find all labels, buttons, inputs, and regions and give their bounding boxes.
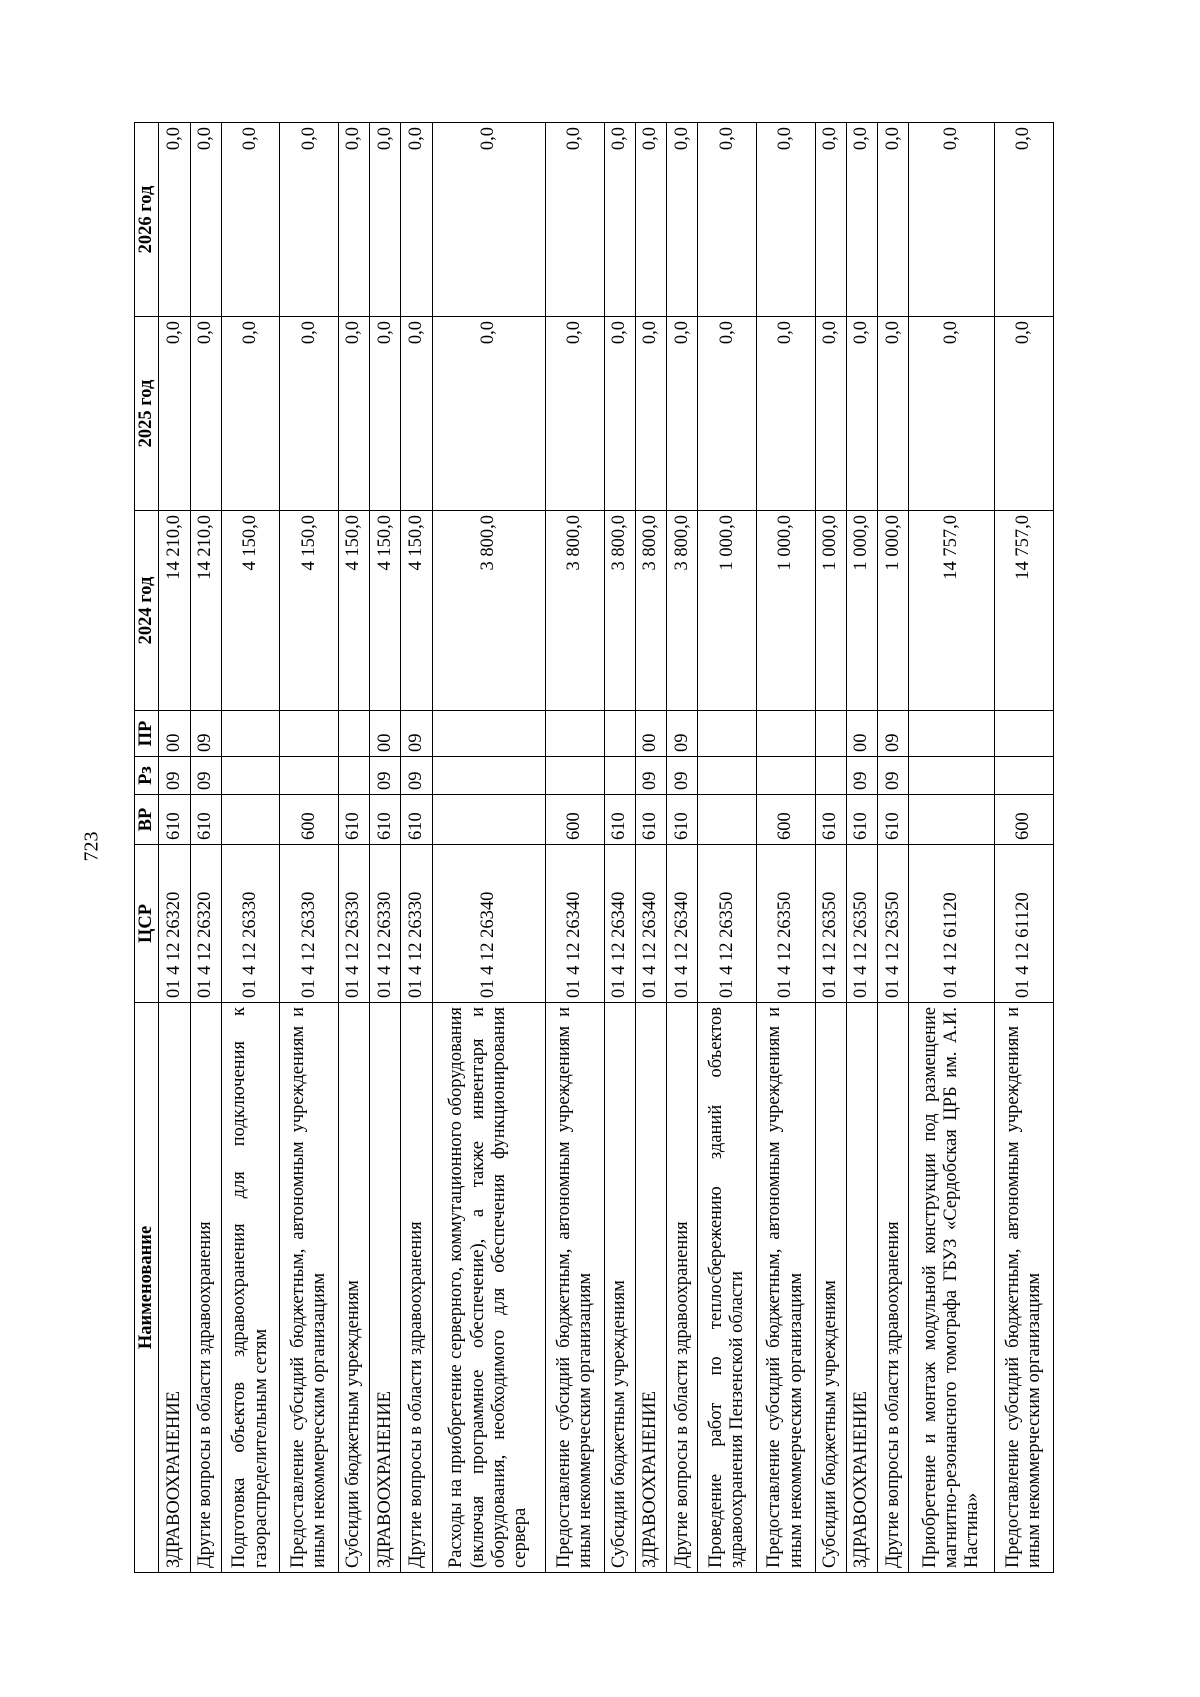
cell-rz: 09 <box>401 757 432 795</box>
cell-vr: 600 <box>756 795 815 845</box>
table-row <box>878 123 909 1573</box>
cell-2025: 0,0 <box>401 317 432 511</box>
cell-rz <box>815 757 846 795</box>
cell-vr <box>698 795 757 845</box>
table-row <box>546 123 605 1573</box>
table-row <box>667 123 698 1573</box>
table-row <box>815 123 846 1573</box>
table-header-row <box>135 123 159 1573</box>
cell-2026: 0,0 <box>667 123 698 317</box>
cell-pr <box>756 711 815 757</box>
cell-name: Предоставление субсидий бюджетным, автономным учреждениям и иным некоммерческим организациям <box>546 1003 605 1573</box>
cell-name: Предоставление субсидий бюджетным, автономным учреждениям и иным некоммерческим организациям <box>995 1003 1054 1573</box>
cell-2025: 0,0 <box>159 317 190 511</box>
budget-table <box>134 122 1054 1573</box>
cell-2026: 0,0 <box>635 123 666 317</box>
cell-vr: 610 <box>159 795 190 845</box>
cell-pr <box>698 711 757 757</box>
cell-vr: 610 <box>338 795 369 845</box>
cell-csr: 01 4 12 26350 <box>756 845 815 1003</box>
table-row <box>756 123 815 1573</box>
cell-2024: 4 150,0 <box>338 511 369 711</box>
cell-2024: 4 150,0 <box>221 511 280 711</box>
cell-2025: 0,0 <box>878 317 909 511</box>
cell-vr <box>432 795 545 845</box>
cell-2026: 0,0 <box>756 123 815 317</box>
cell-csr: 01 4 12 61120 <box>995 845 1054 1003</box>
cell-rz: 09 <box>846 757 877 795</box>
cell-2024: 4 150,0 <box>280 511 339 711</box>
cell-2024: 14 210,0 <box>159 511 190 711</box>
cell-pr: 00 <box>846 711 877 757</box>
cell-pr: 09 <box>667 711 698 757</box>
cell-2024: 4 150,0 <box>401 511 432 711</box>
cell-2026: 0,0 <box>815 123 846 317</box>
cell-vr: 610 <box>370 795 401 845</box>
cell-rz <box>995 757 1054 795</box>
cell-rz <box>756 757 815 795</box>
cell-2024: 14 757,0 <box>909 511 995 711</box>
table-row <box>221 123 280 1573</box>
cell-vr: 610 <box>635 795 666 845</box>
cell-2026: 0,0 <box>604 123 635 317</box>
cell-vr: 610 <box>667 795 698 845</box>
cell-csr: 01 4 12 26320 <box>159 845 190 1003</box>
cell-2024: 3 800,0 <box>635 511 666 711</box>
cell-vr: 600 <box>995 795 1054 845</box>
cell-csr: 01 4 12 26340 <box>604 845 635 1003</box>
cell-csr: 01 4 12 26340 <box>546 845 605 1003</box>
cell-rz: 09 <box>190 757 221 795</box>
table-row <box>432 123 545 1573</box>
table-row <box>190 123 221 1573</box>
table-container <box>134 123 1054 1573</box>
cell-csr: 01 4 12 26330 <box>221 845 280 1003</box>
cell-name: Расходы на приобретение серверного, коммутационного оборудования (включая программное обеспечение), а также инвентаря и оборудования, необходимого для обеспечения функционирования сервера <box>432 1003 545 1573</box>
cell-2025: 0,0 <box>667 317 698 511</box>
cell-pr: 09 <box>190 711 221 757</box>
cell-2025: 0,0 <box>995 317 1054 511</box>
cell-csr: 01 4 12 26350 <box>846 845 877 1003</box>
table-row <box>604 123 635 1573</box>
cell-2024: 1 000,0 <box>878 511 909 711</box>
cell-2024: 3 800,0 <box>432 511 545 711</box>
table-row <box>370 123 401 1573</box>
cell-pr <box>815 711 846 757</box>
header-pr: ПР <box>135 711 159 757</box>
cell-rz: 09 <box>878 757 909 795</box>
cell-name: Другие вопросы в области здравоохранения <box>878 1003 909 1573</box>
cell-rz <box>432 757 545 795</box>
cell-vr: 610 <box>846 795 877 845</box>
cell-name: ЗДРАВООХРАНЕНИЕ <box>635 1003 666 1573</box>
cell-2024: 1 000,0 <box>815 511 846 711</box>
cell-vr: 600 <box>280 795 339 845</box>
cell-name: ЗДРАВООХРАНЕНИЕ <box>846 1003 877 1573</box>
cell-name: Предоставление субсидий бюджетным, автономным учреждениям и иным некоммерческим организациям <box>280 1003 339 1573</box>
cell-2024: 3 800,0 <box>667 511 698 711</box>
cell-pr <box>280 711 339 757</box>
cell-csr: 01 4 12 26340 <box>667 845 698 1003</box>
cell-2025: 0,0 <box>432 317 545 511</box>
cell-2024: 4 150,0 <box>370 511 401 711</box>
cell-2025: 0,0 <box>338 317 369 511</box>
table-row <box>635 123 666 1573</box>
cell-vr: 610 <box>878 795 909 845</box>
header-rz: Рз <box>135 757 159 795</box>
cell-rz: 09 <box>635 757 666 795</box>
cell-2026: 0,0 <box>995 123 1054 317</box>
cell-name: Субсидии бюджетным учреждениям <box>815 1003 846 1573</box>
header-2025: 2025 год <box>135 317 159 511</box>
cell-2026: 0,0 <box>909 123 995 317</box>
cell-2024: 1 000,0 <box>698 511 757 711</box>
cell-2024: 1 000,0 <box>846 511 877 711</box>
cell-2025: 0,0 <box>846 317 877 511</box>
cell-2026: 0,0 <box>698 123 757 317</box>
table-row <box>909 123 995 1573</box>
cell-pr <box>909 711 995 757</box>
cell-2024: 3 800,0 <box>604 511 635 711</box>
cell-2026: 0,0 <box>159 123 190 317</box>
cell-2025: 0,0 <box>190 317 221 511</box>
cell-2025: 0,0 <box>698 317 757 511</box>
cell-2026: 0,0 <box>546 123 605 317</box>
cell-pr: 09 <box>878 711 909 757</box>
table-row <box>159 123 190 1573</box>
cell-rz <box>909 757 995 795</box>
cell-csr: 01 4 12 26330 <box>370 845 401 1003</box>
cell-name: Субсидии бюджетным учреждениям <box>604 1003 635 1573</box>
cell-2025: 0,0 <box>815 317 846 511</box>
cell-pr: 09 <box>401 711 432 757</box>
cell-2026: 0,0 <box>190 123 221 317</box>
cell-2026: 0,0 <box>338 123 369 317</box>
cell-csr: 01 4 12 26320 <box>190 845 221 1003</box>
cell-2025: 0,0 <box>546 317 605 511</box>
cell-rz: 09 <box>159 757 190 795</box>
table-row <box>698 123 757 1573</box>
cell-rz <box>280 757 339 795</box>
cell-pr <box>546 711 605 757</box>
cell-2026: 0,0 <box>401 123 432 317</box>
cell-csr: 01 4 12 26340 <box>635 845 666 1003</box>
cell-csr: 01 4 12 61120 <box>909 845 995 1003</box>
cell-name: Другие вопросы в области здравоохранения <box>190 1003 221 1573</box>
cell-name: Субсидии бюджетным учреждениям <box>338 1003 369 1573</box>
cell-rz <box>338 757 369 795</box>
cell-rz <box>698 757 757 795</box>
cell-pr <box>432 711 545 757</box>
cell-2026: 0,0 <box>432 123 545 317</box>
header-2026: 2026 год <box>135 123 159 317</box>
cell-vr: 610 <box>401 795 432 845</box>
header-csr: ЦСР <box>135 845 159 1003</box>
cell-name: Проведение работ по теплосбережению зданий объектов здравоохранения Пензенской области <box>698 1003 757 1573</box>
cell-pr: 00 <box>159 711 190 757</box>
cell-name: Приобретение и монтаж модульной конструкции под размещение магнитно-резонансного томографа ГБУЗ «Сердобская ЦРБ им. А.И. Настина» <box>909 1003 995 1573</box>
cell-2025: 0,0 <box>221 317 280 511</box>
cell-pr <box>995 711 1054 757</box>
cell-name: ЗДРАВООХРАНЕНИЕ <box>159 1003 190 1573</box>
table-body <box>159 123 1054 1573</box>
cell-2025: 0,0 <box>280 317 339 511</box>
cell-2025: 0,0 <box>604 317 635 511</box>
cell-name: Предоставление субсидий бюджетным, автономным учреждениям и иным некоммерческим организациям <box>756 1003 815 1573</box>
cell-2024: 14 757,0 <box>995 511 1054 711</box>
cell-rz <box>546 757 605 795</box>
cell-2024: 1 000,0 <box>756 511 815 711</box>
cell-2026: 0,0 <box>846 123 877 317</box>
cell-csr: 01 4 12 26350 <box>878 845 909 1003</box>
header-name: Наименование <box>135 1003 159 1573</box>
cell-name: Другие вопросы в области здравоохранения <box>401 1003 432 1573</box>
cell-2025: 0,0 <box>909 317 995 511</box>
table-row <box>280 123 339 1573</box>
cell-rz: 09 <box>370 757 401 795</box>
cell-name: Другие вопросы в области здравоохранения <box>667 1003 698 1573</box>
cell-vr: 610 <box>815 795 846 845</box>
cell-2026: 0,0 <box>280 123 339 317</box>
cell-name: Подготовка объектов здравоохранения для подключения к газораспределительным сетям <box>221 1003 280 1573</box>
cell-2026: 0,0 <box>878 123 909 317</box>
cell-csr: 01 4 12 26350 <box>815 845 846 1003</box>
cell-pr <box>221 711 280 757</box>
cell-csr: 01 4 12 26350 <box>698 845 757 1003</box>
cell-2024: 14 210,0 <box>190 511 221 711</box>
cell-2024: 3 800,0 <box>546 511 605 711</box>
cell-2025: 0,0 <box>756 317 815 511</box>
cell-2026: 0,0 <box>370 123 401 317</box>
table-row <box>338 123 369 1573</box>
cell-pr <box>604 711 635 757</box>
table-row <box>401 123 432 1573</box>
cell-pr: 00 <box>635 711 666 757</box>
table-row <box>995 123 1054 1573</box>
cell-rz: 09 <box>667 757 698 795</box>
cell-csr: 01 4 12 26330 <box>401 845 432 1003</box>
cell-name: ЗДРАВООХРАНЕНИЕ <box>370 1003 401 1573</box>
page-number: 723 <box>80 831 103 862</box>
cell-vr <box>909 795 995 845</box>
cell-2025: 0,0 <box>370 317 401 511</box>
cell-2025: 0,0 <box>635 317 666 511</box>
cell-vr <box>221 795 280 845</box>
cell-rz <box>221 757 280 795</box>
cell-vr: 610 <box>190 795 221 845</box>
cell-2026: 0,0 <box>221 123 280 317</box>
cell-csr: 01 4 12 26330 <box>338 845 369 1003</box>
cell-csr: 01 4 12 26340 <box>432 845 545 1003</box>
cell-csr: 01 4 12 26330 <box>280 845 339 1003</box>
cell-pr <box>338 711 369 757</box>
cell-vr: 600 <box>546 795 605 845</box>
cell-pr: 00 <box>370 711 401 757</box>
cell-rz <box>604 757 635 795</box>
table-row <box>846 123 877 1573</box>
header-vr: ВР <box>135 795 159 845</box>
header-2024: 2024 год <box>135 511 159 711</box>
cell-vr: 610 <box>604 795 635 845</box>
